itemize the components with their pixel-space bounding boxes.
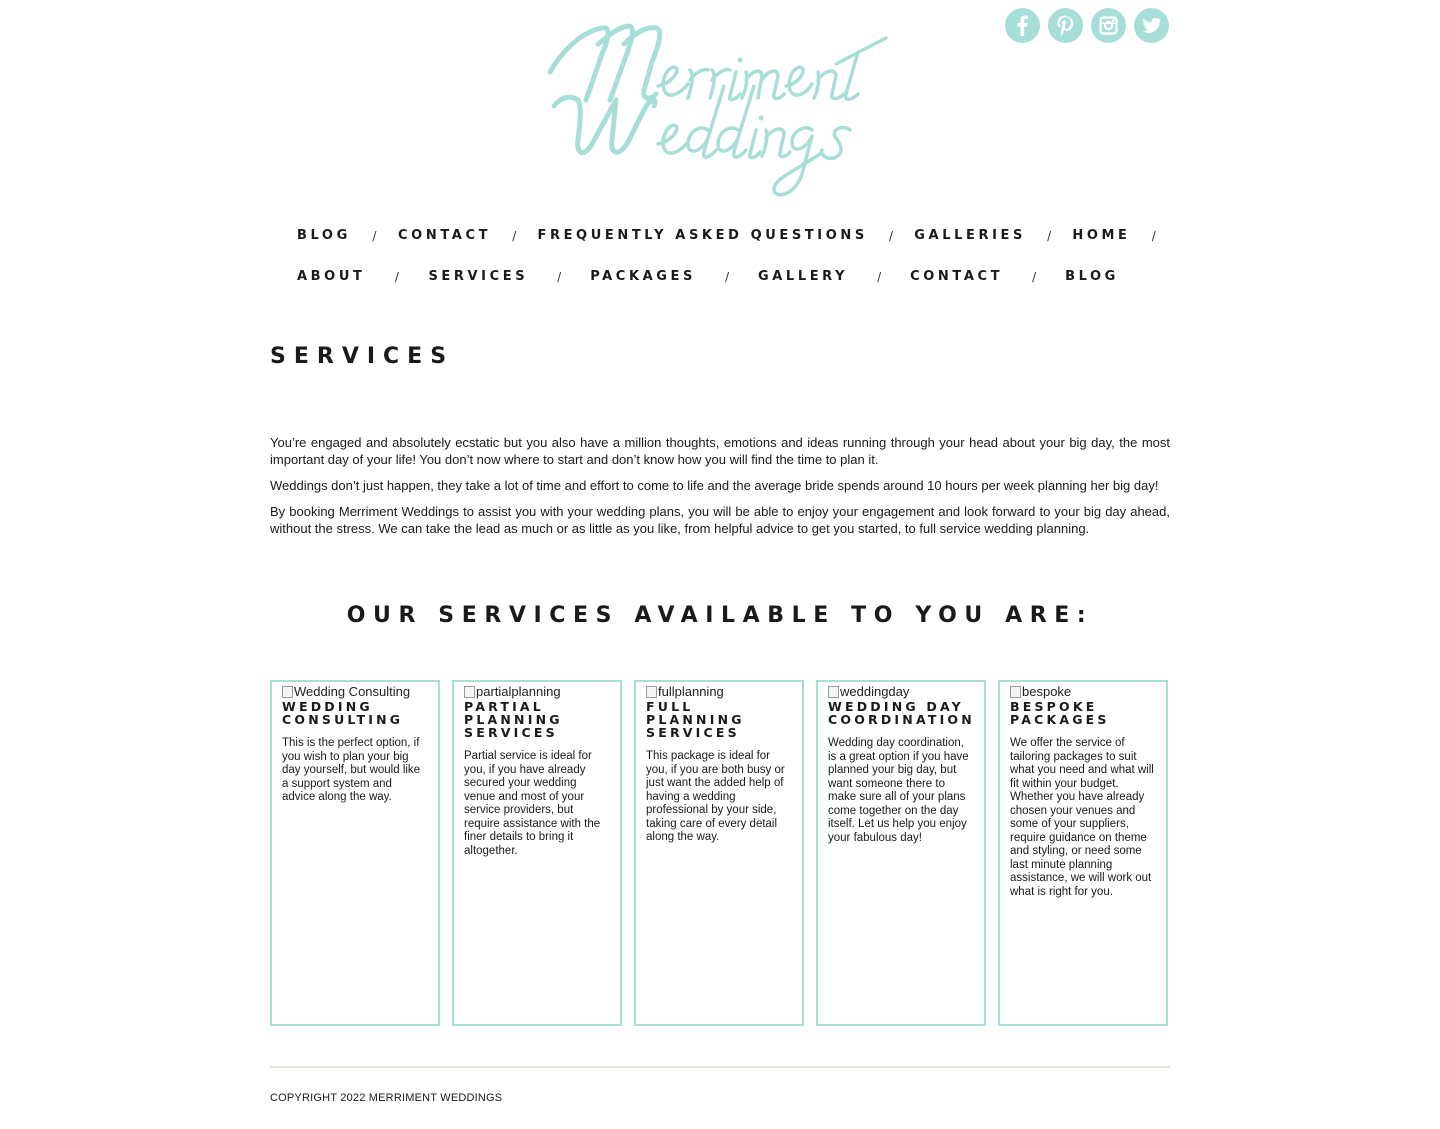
image-alt-text: bespoke (1022, 684, 1072, 699)
nav-separator: / (394, 269, 399, 284)
broken-image-icon (1010, 683, 1156, 700)
nav-gallery[interactable]: GALLERY (758, 269, 849, 284)
nav-separator: / (724, 269, 730, 284)
social-links (1005, 8, 1169, 43)
service-description: Partial service is ideal for you, if you have already secured your wedding venue and most of your service providers, but require assistance with the finer details to bring it altogether. (464, 750, 601, 857)
service-description: Wedding day coordination, is a great option if you have planned your big day, but want someone there to make sure all of your plans come together on the day itself. Let us help you enjoy your fabulous day! (828, 737, 969, 844)
intro-paragraph: Weddings don’t just happen, they take a lot of time and effort to come to life and the average bride spends around 10 hours per week planning her big day! (270, 478, 1159, 493)
footer-copyright: COPYRIGHT 2022 MERRIMENT WEDDINGS (270, 1092, 503, 1104)
nav-services[interactable]: SERVICES (428, 269, 529, 284)
broken-image-icon (646, 683, 792, 700)
page-title: SERVICES (270, 344, 455, 369)
service-description: This package is ideal for you, if you are both busy or just want the added help of having a wedding professional by your side, taking care of every detail along the way. (646, 750, 785, 843)
service-title: WEDDING CONSULTING (282, 699, 404, 727)
image-alt-text: Wedding Consulting (294, 684, 411, 699)
service-card-day-coordination[interactable] (816, 680, 986, 1026)
nav-blog-2[interactable]: BLOG (1065, 269, 1119, 284)
broken-image-icon (828, 683, 974, 700)
service-description: This is the perfect option, if you wish to plan your big day yourself, but would like a support system and advice along the way. (282, 737, 421, 803)
nav-separator: / (557, 269, 562, 284)
broken-image-icon (464, 683, 610, 700)
site-logo[interactable] (540, 14, 900, 204)
service-title: WEDDING DAY COORDINATION (828, 699, 975, 727)
nav-separator: / (1032, 269, 1037, 284)
nav-packages[interactable]: PACKAGES (590, 269, 696, 284)
service-card-bespoke[interactable] (998, 680, 1168, 1026)
nav-about[interactable]: ABOUT (297, 269, 366, 284)
services-heading: OUR SERVICES AVAILABLE TO YOU ARE: (346, 603, 1094, 628)
nav-contact-2[interactable]: CONTACT (910, 269, 1004, 284)
service-card-full[interactable] (634, 680, 804, 1026)
nav-separator: / (372, 228, 377, 243)
service-card-partial[interactable] (452, 680, 622, 1026)
logo-script (550, 26, 886, 195)
service-title: PARTIAL PLANNING SERVICES (464, 699, 563, 740)
nav-separator: / (889, 228, 894, 243)
intro-text (270, 434, 1170, 546)
service-description: We offer the service of tailoring packages to suit what you need and what will fit within your budget. Whether you have already chosen your venues and some of your suppliers, require guidance on theme and styling, or need some last minute planning assistance, we will work out what is right for you. (1010, 737, 1154, 898)
nav-blog[interactable]: BLOG (297, 228, 351, 243)
nav-galleries[interactable]: GALLERIES (914, 228, 1026, 243)
nav-separator: / (512, 228, 517, 243)
twitter-icon[interactable] (1134, 8, 1169, 43)
services-grid (270, 680, 1168, 1026)
facebook-icon[interactable] (1005, 8, 1040, 43)
primary-nav (297, 228, 1177, 243)
image-alt-text: partialplanning (476, 684, 561, 699)
broken-image-icon (282, 683, 428, 700)
nav-separator: / (1047, 228, 1052, 243)
nav-separator: / (877, 269, 882, 284)
footer-divider (270, 1066, 1170, 1068)
service-title: FULL PLANNING SERVICES (646, 699, 745, 740)
image-alt-text: fullplanning (658, 684, 724, 699)
intro-paragraph: By booking Merriment Weddings to assist you with your wedding plans, you will be able to enjoy your engagement and look forward to your big day ahead, without the stress. We can take the lead as much or as little as you like, from helpful advice to get you started, to full service wedding planning. (270, 504, 1170, 536)
intro-paragraph: You’re engaged and absolutely ecstatic but you also have a million thoughts, emotions and ideas running through your head about your big day, the most important day of your life! You don’t now where to start and don’t know how you will find the time to plan it. (270, 435, 1170, 467)
nav-faq[interactable]: FREQUENTLY ASKED QUESTIONS (537, 228, 868, 243)
service-card-consulting[interactable] (270, 680, 440, 1026)
nav-contact[interactable]: CONTACT (398, 228, 492, 243)
nav-separator: / (1151, 228, 1156, 243)
secondary-nav (297, 269, 1177, 284)
image-alt-text: weddingday (840, 684, 910, 699)
nav-home[interactable]: HOME (1072, 228, 1131, 243)
service-title: BESPOKE PACKAGES (1010, 699, 1110, 727)
pinterest-icon[interactable] (1048, 8, 1083, 43)
instagram-icon[interactable] (1091, 8, 1126, 43)
